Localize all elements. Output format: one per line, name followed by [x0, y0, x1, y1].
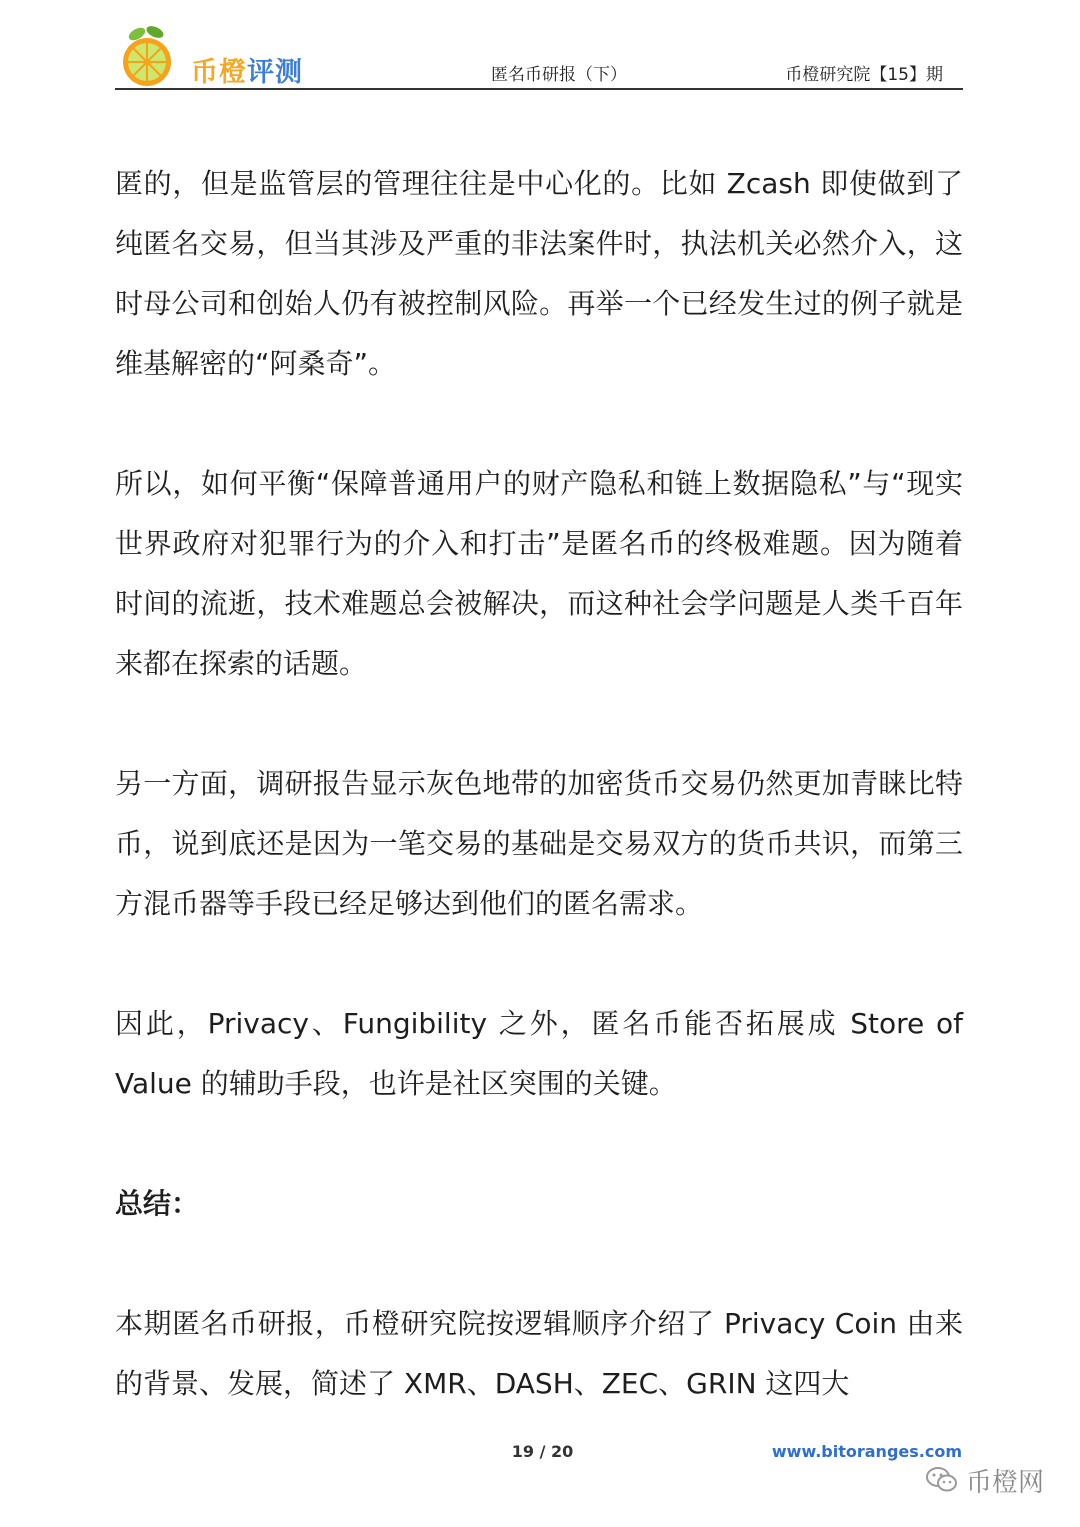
paragraph-bitcoin-preference: 另一方面，调研报告显示灰色地带的加密货币交易仍然更加青睐比特币，说到底还是因为一笔交易的基础是交易双方的货币共识，而第三方混币器等手段已经足够达到他们的匿名需求。: [115, 767, 963, 920]
paragraph-store-of-value: 因此，Privacy、Fungibility 之外，匿名币能否拓展成 Store of Value 的辅助手段，也许是社区突围的关键。: [115, 1007, 963, 1100]
logo-text: [191, 50, 303, 89]
paragraph-regulation: 匿的，但是监管层的管理往往是中心化的。比如 Zcash 即使做到了纯匿名交易，但当其涉及严重的非法案件时，执法机关必然介入，这时母公司和创始人仍有被控制风险。再举一个已经发生过的例子就是维基解密的“阿桑奇”。: [115, 167, 963, 380]
document-title: 匿名币研报（下）: [491, 65, 627, 85]
logo: [115, 22, 315, 88]
wechat-icon: [926, 1466, 958, 1494]
wechat-watermark: [926, 1458, 1044, 1502]
website-link[interactable]: www.bitoranges.com: [771, 1442, 962, 1461]
paragraph-summary: 本期匿名币研报，币橙研究院按逻辑顺序介绍了 Privacy Coin 由来的背景、发展，简述了 XMR、DASH、ZEC、GRIN 这四大: [115, 1307, 963, 1400]
orange-logo-icon: [115, 22, 191, 88]
paragraph-balance: 所以，如何平衡“保障普通用户的财产隐私和链上数据隐私”与“现实世界政府对犯罪行为的介入和打击”是匿名币的终极难题。因为随着时间的流逝，技术难题总会被解决，而这种社会学问题是人类千百年来都在探索的话题。: [115, 467, 963, 680]
logo-text-orange: 币橙: [191, 57, 247, 88]
body-content: [115, 154, 963, 1474]
page-header: [115, 22, 963, 90]
watermark-text: 币橙网: [965, 1467, 1044, 1498]
page-number: 19 / 20: [511, 1442, 574, 1461]
summary-heading: 总结：: [115, 1187, 200, 1220]
issue-label: 币橙研究院【15】期: [785, 65, 943, 85]
logo-text-blue: 评测: [247, 57, 303, 88]
